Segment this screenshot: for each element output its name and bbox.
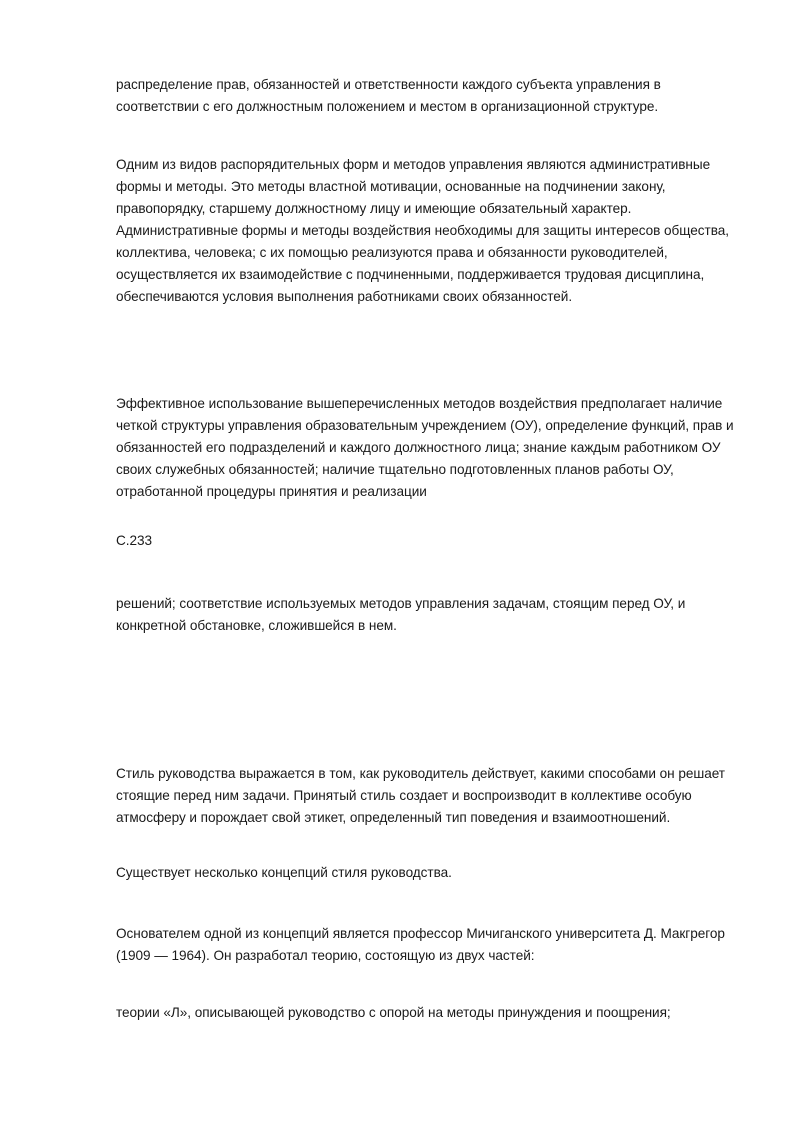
paragraph-theory-l: теории «Л», описывающей руководство с опорой на методы принуждения и поощрения; (116, 1005, 671, 1020)
paragraph-decisions: решений; соответствие используемых методов управления задачам, стоящим перед ОУ, и конкретной обстановке, сложившейся в нем. (116, 596, 686, 633)
paragraph-administrative-methods: Одним из видов распорядительных форм и методов управления являются административные формы и методы. Это методы властной мотивации, основанные на подчинении закону, правопорядку, старшему должностному лицу и имеющие обязательный характер. Административные формы и методы воздействия необходимы для защиты интересов общества, коллектива, человека; с их помощью реализуются права и обязанности руководителей, осуществляется их взаимодействие с подчиненными, поддерживается трудовая дисциплина, обеспечиваются условия выполнения работниками своих обязанностей. (116, 157, 729, 304)
page-number-marker: С.233 (116, 533, 153, 548)
paragraph-leadership-style: Стиль руководства выражается в том, как руководитель действует, какими способами он решает стоящие перед ним задачи. Принятый стиль создает и воспроизводит в коллективе особую атмосферу и порождает свой этикет, определенный тип поведения и взаимоотношений. (116, 766, 725, 825)
paragraph-responsibilities: распределение прав, обязанностей и ответственности каждого субъекта управления в соответствии с его должностным положением и местом в организационной структуре. (116, 77, 661, 114)
paragraph-mcgregor: Основателем одной из концепций является профессор Мичиганского университета Д. Макгрегор (1909 — 1964). Он разработал теорию, состоящую из двух частей: (116, 926, 725, 963)
paragraph-concepts: Существует несколько концепций стиля руководства. (116, 865, 452, 880)
paragraph-effective-use: Эффективное использование вышеперечисленных методов воздействия предполагает наличие четкой структуры управления образовательным учреждением (ОУ), определение функций, прав и обязанностей его подразделений и каждого должностного лица; знание каждым работником ОУ своих служебных обязанностей; наличие тщательно подготовленных планов работы ОУ, отработанной процедуры принятия и реализации (116, 396, 734, 499)
